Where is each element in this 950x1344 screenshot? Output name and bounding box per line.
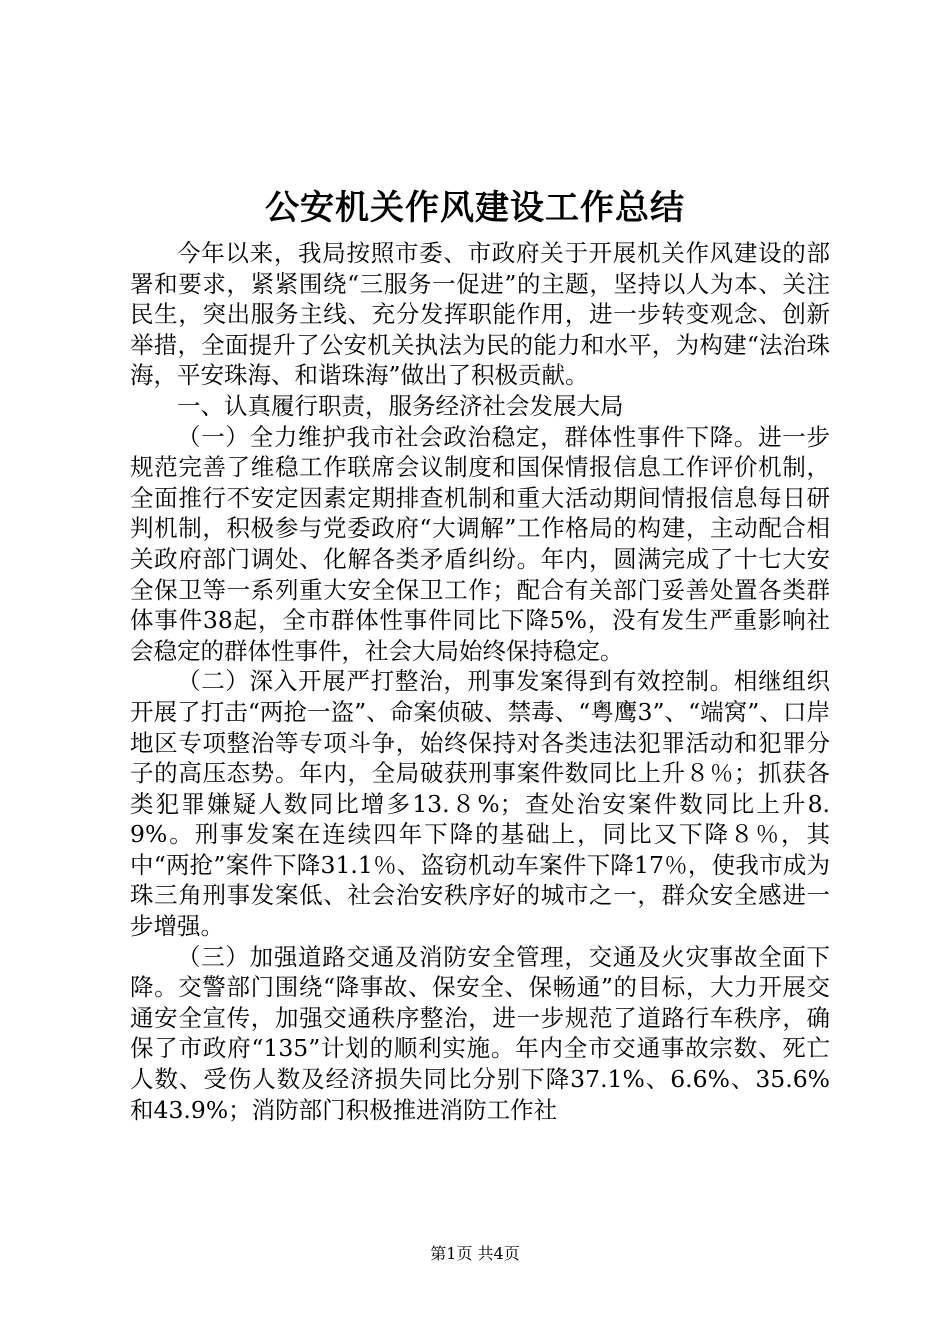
document-body [130, 238, 830, 1125]
page-footer: 第1页 共4页 [430, 1244, 520, 1263]
body-paragraph: （二）深入开展严打整治，刑事发案得到有效控制。相继组织开展了打击“两抢一盗”、命案侦破、禁毒、“粤鹰3”、“端窝”、口岸地区专项整治等专项斗争，始终保持对各类违法犯罪活动和犯罪分子的高压态势。年内，全局破获刑事案件数同比上升８％；抓获各类犯罪嫌疑人数同比增多13.８%；查处治安案件数同比上升8.9%。刑事发案在连续四年下降的基础上，同比又下降８％，其中“两抢”案件下降31.1％、盗窃机动车案件下降17％，使我市成为珠三角刑事发案低、社会治安秩序好的城市之一，群众安全感进一步增强。 [130, 667, 830, 941]
intro-paragraph: 今年以来，我局按照市委、市政府关于开展机关作风建设的部署和要求，紧紧围绕“三服务一促进”的主题，坚持以人为本、关注民生，突出服务主线、充分发挥职能作用，进一步转变观念、创新举措，全面提升了公安机关执法为民的能力和水平，为构建“法治珠海，平安珠海、和谐珠海”做出了积极贡献。 [130, 239, 830, 390]
document-title: 公安机关作风建设工作总结 [265, 188, 685, 228]
body-paragraph: （三）加强道路交通及消防安全管理，交通及火灾事故全面下降。交警部门围绕“降事故、保安全、保畅通”的目标，大力开展交通安全宣传，加强交通秩序整治，进一步规范了道路行车秩序，确保了市政府“135”计划的顺利实施。年内全市交通事故宗数、死亡人数、受伤人数及经济损失同比分别下降37.1%、6.6%、35.6%和43.9%；消防部门积极推进消防工作社 [130, 942, 830, 1124]
body-paragraph: （一）全力维护我市社会政治稳定，群体性事件下降。进一步规范完善了维稳工作联席会议制度和国保情报信息工作评价机制，全面推行不安定因素定期排查机制和重大活动期间情报信息每日研判机制，积极参与党委政府“大调解”工作格局的构建，主动配合相关政府部门调处、化解各类矛盾纠纷。年内，圆满完成了十七大安全保卫等一系列重大安全保卫工作；配合有关部门妥善处置各类群体事件38起，全市群体性事件同比下降5%，没有发生严重影响社会稳定的群体性事件，社会大局始终保持稳定。 [130, 422, 830, 665]
section-heading: 一、认真履行职责，服务经济社会发展大局 [177, 391, 624, 420]
